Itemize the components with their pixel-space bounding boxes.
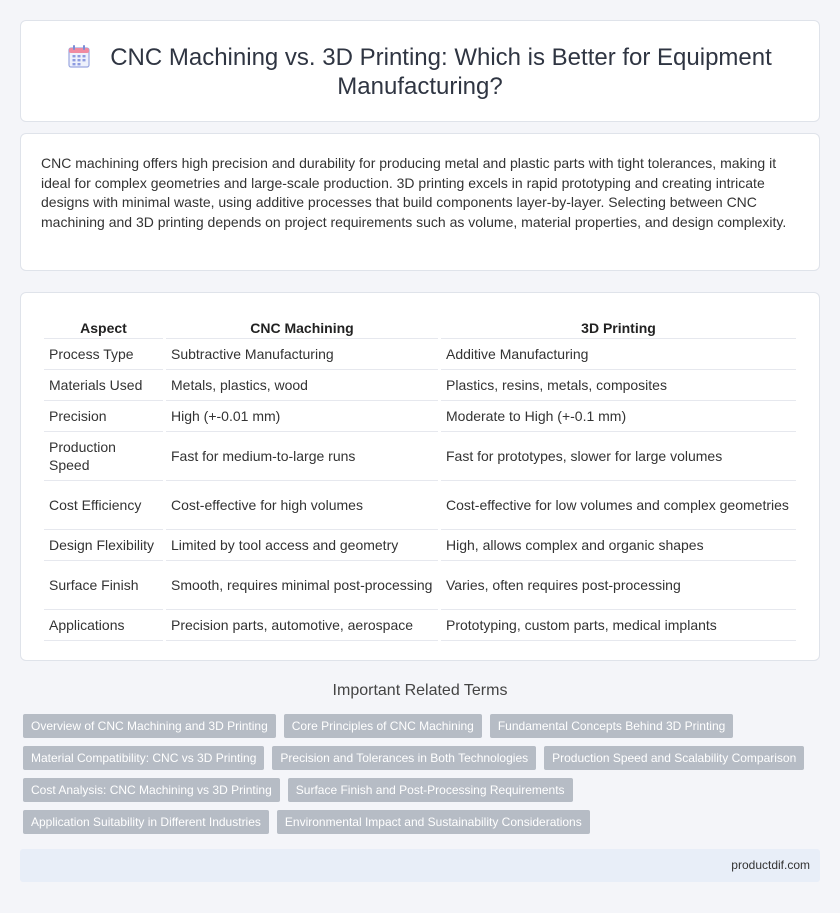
cell-aspect: Surface Finish: [44, 561, 163, 610]
tag-row: [23, 714, 741, 738]
page-title-wrapper: [21, 43, 819, 101]
related-tag[interactable]: Environmental Impact and Sustainability Considerations: [277, 810, 590, 834]
table-row: [44, 339, 796, 370]
related-tag[interactable]: Fundamental Concepts Behind 3D Printing: [490, 714, 733, 738]
header-card: [20, 20, 820, 122]
cell-3d: Plastics, resins, metals, composites: [441, 370, 796, 401]
table-row: [44, 370, 796, 401]
related-tag[interactable]: Cost Analysis: CNC Machining vs 3D Printing: [23, 778, 280, 802]
intro-card: [20, 133, 820, 271]
cell-cnc: Limited by tool access and geometry: [166, 530, 438, 561]
tag-row: [23, 746, 812, 770]
table-row: [44, 481, 796, 530]
related-tag[interactable]: Material Compatibility: CNC vs 3D Printing: [23, 746, 264, 770]
related-tag[interactable]: Surface Finish and Post-Processing Requirements: [288, 778, 573, 802]
table-row: [44, 401, 796, 432]
table-header-row: [44, 313, 796, 339]
cell-cnc: Smooth, requires minimal post-processing: [166, 561, 438, 610]
tag-row: [23, 810, 598, 834]
header-aspect: Aspect: [44, 313, 163, 339]
calendar-icon: [68, 44, 90, 68]
cell-3d: Prototyping, custom parts, medical implants: [441, 610, 796, 641]
table-row: [44, 530, 796, 561]
table-row: [44, 432, 796, 481]
cell-3d: Additive Manufacturing: [441, 339, 796, 370]
cell-aspect: Cost Efficiency: [44, 481, 163, 530]
cell-cnc: Fast for medium-to-large runs: [166, 432, 438, 481]
cell-aspect: Design Flexibility: [44, 530, 163, 561]
cell-aspect: Process Type: [44, 339, 163, 370]
related-tag[interactable]: Core Principles of CNC Machining: [284, 714, 482, 738]
cell-cnc: Cost-effective for high volumes: [166, 481, 438, 530]
cell-3d: High, allows complex and organic shapes: [441, 530, 796, 561]
cell-cnc: Precision parts, automotive, aerospace: [166, 610, 438, 641]
table-row: [44, 561, 796, 610]
footer-site-link[interactable]: productdif.com: [731, 858, 810, 872]
cell-aspect: Production Speed: [44, 432, 163, 481]
page-title: CNC Machining vs. 3D Printing: Which is Better for Equipment Manufacturing?: [110, 44, 772, 100]
related-tag[interactable]: Application Suitability in Different Industries: [23, 810, 269, 834]
related-terms-title: Important Related Terms: [332, 682, 508, 699]
cell-aspect: Materials Used: [44, 370, 163, 401]
cell-3d: Varies, often requires post-processing: [441, 561, 796, 610]
comparison-card: [20, 292, 820, 661]
tag-row: [23, 778, 581, 802]
cell-3d: Fast for prototypes, slower for large volumes: [441, 432, 796, 481]
table-row: [44, 610, 796, 641]
cell-cnc: Subtractive Manufacturing: [166, 339, 438, 370]
cell-aspect: Precision: [44, 401, 163, 432]
cell-3d: Moderate to High (+-0.1 mm): [441, 401, 796, 432]
cell-cnc: Metals, plastics, wood: [166, 370, 438, 401]
header-cnc: CNC Machining: [166, 313, 438, 339]
cell-cnc: High (+-0.01 mm): [166, 401, 438, 432]
related-tag[interactable]: Precision and Tolerances in Both Technologies: [272, 746, 536, 770]
related-tag[interactable]: Production Speed and Scalability Comparison: [544, 746, 804, 770]
intro-paragraph: CNC machining offers high precision and durability for producing metal and plastic parts with tight tolerances, making it ideal for complex geometries and large-scale production. 3D printing excels in rapid prototyping and creating intricate designs with minimal waste, using additive processes that build components layer-by-layer. Selecting between CNC machining and 3D printing depends on project requirements such as volume, material properties, and design complexity.: [41, 155, 787, 230]
cell-aspect: Applications: [44, 610, 163, 641]
related-tag[interactable]: Overview of CNC Machining and 3D Printing: [23, 714, 276, 738]
cell-3d: Cost-effective for low volumes and complex geometries: [441, 481, 796, 530]
footer: [20, 849, 820, 882]
comparison-table: [41, 313, 799, 641]
header-3d-printing: 3D Printing: [441, 313, 796, 339]
